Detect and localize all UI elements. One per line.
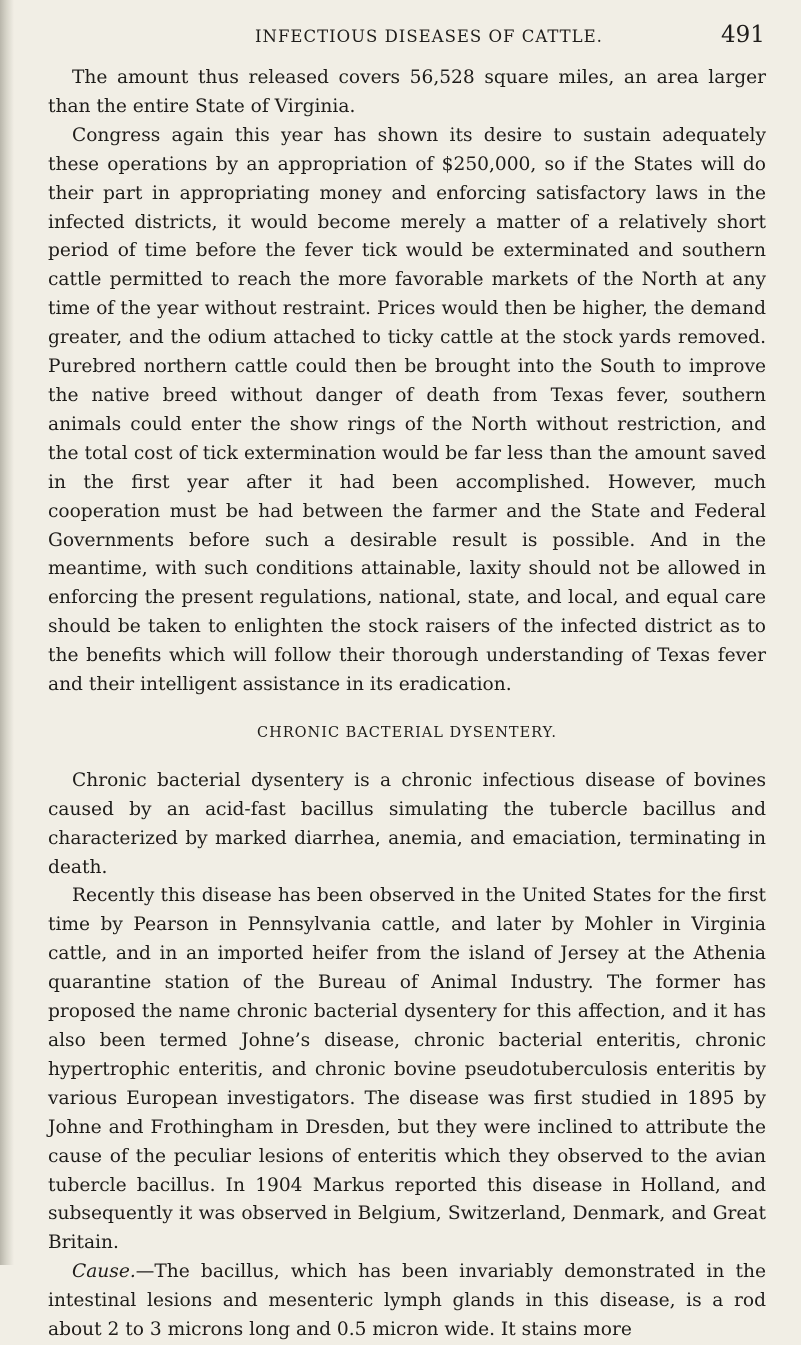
section-heading: CHRONIC BACTERIAL DYSENTERY. bbox=[257, 724, 557, 741]
paragraph-history: Recently this disease has been observed in the United States for the first time by Pearson in Pennsylvania cattle, and later by Mohler in Virginia cattle, and in an imported heifer from the island of Jersey at the Athenia quarantine station of the Bureau of Animal Industry. The former has proposed the name chronic bacterial dysentery for this affection, and it has also been termed Johne’s disease, chronic bacterial enteritis, chronic hypertrophic enteritis, and chronic bovine pseudotuberculosis enteritis by various European investigators. The disease was first studied in 1895 by Johne and Frothingham in Dresden, but they were inclined to attribute the cause of the peculiar lesions of enteritis which they observed to the avian tubercle bacillus. In 1904 Markus reported this disease in Holland, and subsequently it was observed in Belgium, Switzerland, Denmark, and Great Britain. bbox=[48, 885, 766, 1254]
paragraph-cause bbox=[48, 1258, 766, 1345]
paragraph-definition: Chronic bacterial dysentery is a chronic infectious disease of bovines caused by an acid-fast bacillus simulating the tubercle bacillus and characterized by marked diarrhea, anemia, and emaciation, terminating in death. bbox=[48, 769, 766, 878]
cause-label: Cause. bbox=[72, 1261, 136, 1283]
page-binding-edge bbox=[0, 0, 14, 1265]
running-head: INFECTIOUS DISEASES OF CATTLE. bbox=[255, 27, 603, 46]
paragraph-congress-appropriation: Congress again this year has shown its desire to sustain adequately these operations by an appropriation of $250,000, so if the States will do their part in appropriating money and enforcing satisfactory laws in the infected districts, it would become merely a matter of a relatively short period of time before the fever tick would be exterminated and southern cattle permitted to reach the more favorable markets of the North at any time of the year without restraint. Prices would then be higher, the demand greater, and the odium attached to ticky cattle at the stock yards removed. Purebred northern cattle could then be brought into the South to improve the native breed without danger of death from Texas fever, southern animals could enter the show rings of the North without restriction, and the total cost of tick extermination would be far less than the amount saved in the first year after it had been accomplished. However, much cooperation must be had between the farmer and the State and Federal Governments before such a desirable result is possible. And in the meantime, with such conditions attainable, laxity should not be allowed in enforcing the present regulations, national, state, and local, and equal care should be taken to enlighten the stock raisers of the infected district as to the benefits which will follow their thorough understanding of Texas fever and their intelligent assistance in its eradication. bbox=[48, 124, 766, 696]
cause-text: —The bacillus, which has been invariably demonstrated in the intestinal lesions and mesenteric lymph glands in this disease, is a rod about 2 to 3 microns long and 0.5 micron wide. It stains more bbox=[48, 1261, 766, 1341]
paragraph-area-released: The amount thus released covers 56,528 square miles, an area larger than the entire State of Virginia. bbox=[48, 67, 766, 117]
body-text bbox=[48, 64, 766, 1345]
page-number: 491 bbox=[721, 22, 765, 48]
